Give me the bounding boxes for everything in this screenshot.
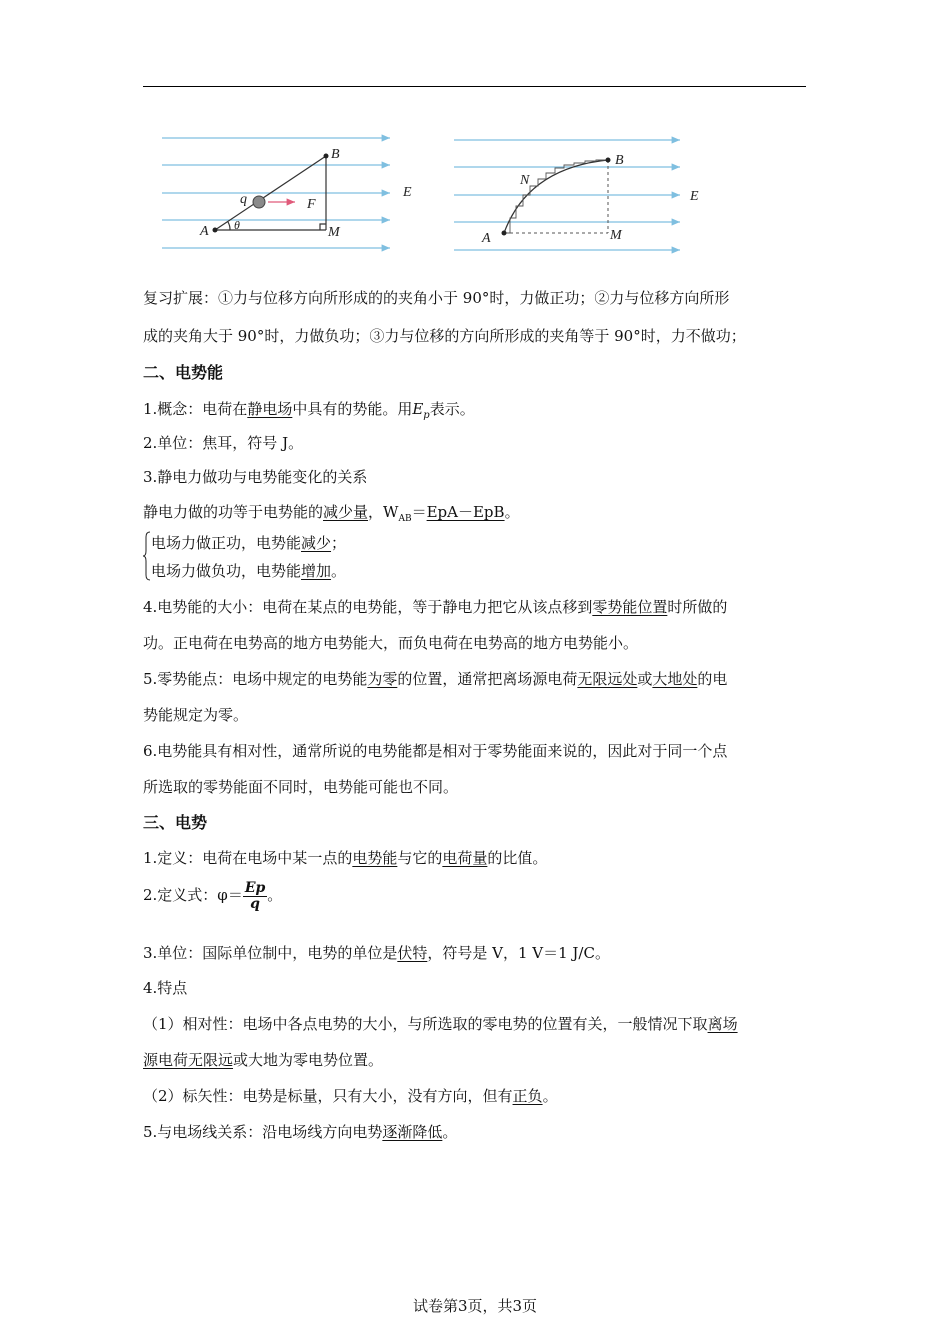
label-M: M <box>610 228 622 243</box>
section-heading-potential: 三、电势 <box>143 813 208 832</box>
label-E: E <box>690 189 699 204</box>
page-footer: 试卷第3页，共3页 <box>412 1297 538 1315</box>
charge-ball <box>253 196 265 208</box>
label-F: F <box>307 197 316 212</box>
label-N: N <box>520 173 530 188</box>
figure-curve-field <box>450 118 720 258</box>
s2-case-negative: 电场力做负功，电势能增加。 <box>151 562 347 580</box>
field-lines <box>162 138 390 248</box>
s2-magnitude: 4.电势能的大小：电荷在某点的电势能，等于静电力把它从该点移到零势能位置时所做的 <box>143 598 728 616</box>
brace-icon <box>143 531 151 581</box>
s3-relativity-cont: 源电荷无限远或大地为零电势位置。 <box>143 1051 384 1069</box>
s3-scalar: （2）标矢性：电势是标量，只有大小，没有方向，但有正负。 <box>143 1087 558 1105</box>
label-theta: θ <box>234 218 240 232</box>
s2-unit: 2.单位：焦耳，符号 J。 <box>143 434 304 452</box>
s3-relativity: （1）相对性：电场中各点电势的大小，与所选取的零电势的位置有关，一般情况下取离场 <box>143 1015 738 1033</box>
label-B: B <box>615 153 624 168</box>
label-E: E <box>403 185 412 200</box>
s2-zero-point-cont: 势能规定为零。 <box>143 706 249 724</box>
s3-field-line-relation: 5.与电场线关系：沿电场线方向电势逐渐降低。 <box>143 1123 458 1141</box>
s2-work-equals: 静电力做的功等于电势能的减少量，$W_{AB}=EpA-EpB$。 <box>143 503 520 524</box>
s3-formula: 2.定义式：φ＝ $\frac{Ep}{q}$ 。 <box>143 879 283 912</box>
s3-unit: 3.单位：国际单位制中，电势的单位是伏特，符号是 V，1 V＝1 J/C。 <box>143 944 610 962</box>
s2-relation-heading: 3.静电力做功与电势能变化的关系 <box>143 468 368 486</box>
label-A: A <box>482 231 491 246</box>
s2-zero-point: 5.零势能点：电场中规定的电势能为零的位置，通常把离场源电荷无限远处或大地处的电 <box>143 670 728 688</box>
section-heading-potential-energy: 二、电势能 <box>143 363 224 382</box>
label-M: M <box>328 225 340 240</box>
review-line-1: 复习扩展：①力与位移方向所形成的的夹角小于 90°时，力做正功；②力与位移方向所形 <box>143 289 730 307</box>
s2-magnitude-cont: 功。正电荷在电势高的地方电势能大，而负电荷在电势高的地方电势能小。 <box>143 634 639 652</box>
s2-relativity: 6.电势能具有相对性，通常所说的电势能都是相对于零势能面来说的，因此对于同一个点 <box>143 742 728 760</box>
label-q: q <box>240 192 247 207</box>
s3-definition: 1.定义：电荷在电场中某一点的电势能与它的电荷量的比值。 <box>143 849 548 867</box>
label-A: A <box>200 224 209 239</box>
s2-case-positive: 电场力做正功，电势能减少； <box>151 534 347 552</box>
label-B: B <box>331 147 340 162</box>
review-line-2: 成的夹角大于 90°时，力做负功；③力与位移的方向所形成的夹角等于 90°时，力不做功； <box>143 327 746 345</box>
formula-fraction: $\frac{Ep}{q}$ <box>244 879 266 912</box>
s3-features-heading: 4.特点 <box>143 979 188 997</box>
header-rule <box>143 86 806 87</box>
s2-relativity-cont: 所选取的零势能面不同时，电势能可能也不同。 <box>143 778 459 796</box>
figure-triangle-field <box>158 118 428 258</box>
s2-concept: 1.概念：电荷在静电场中具有的势能。用$E_p$表示。 <box>143 400 475 421</box>
